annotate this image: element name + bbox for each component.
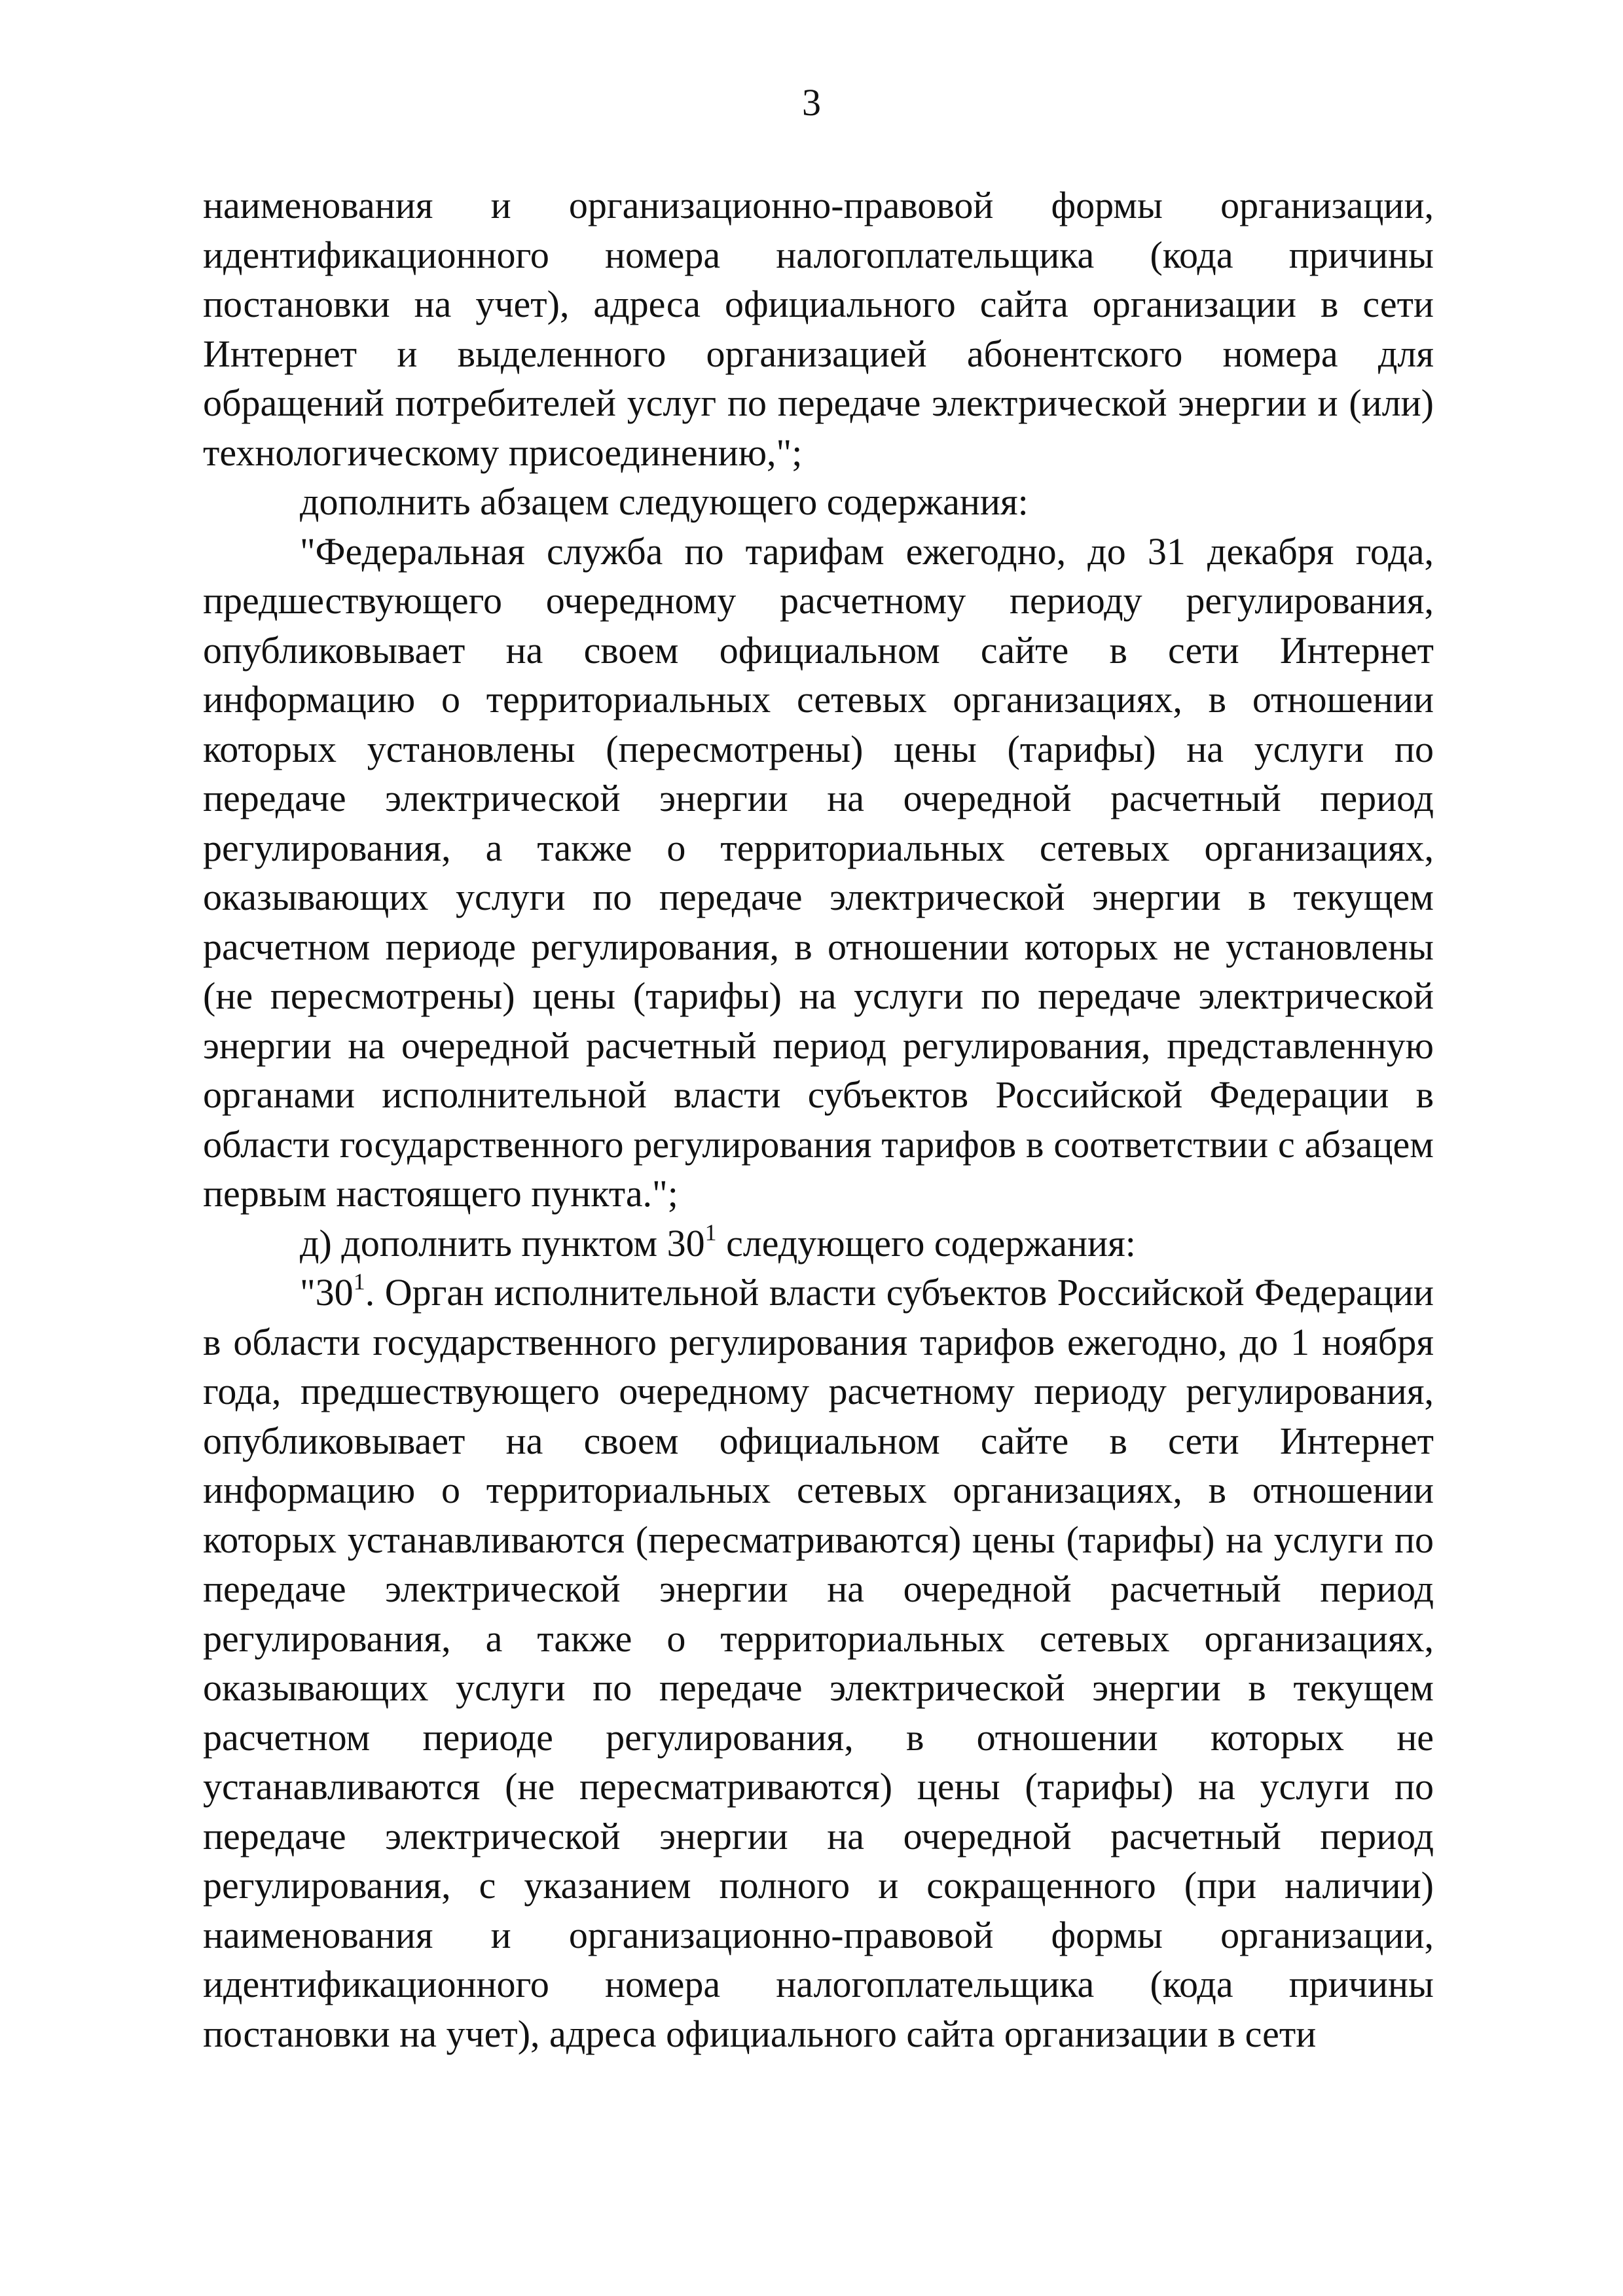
- document-body: [203, 181, 1434, 2058]
- paragraph-continuation: наименования и организационно-правовой формы организации, идентификационного номера налогоплательщика (кода причины постановки на учет), адреса официального сайта организации в сети Интернет и выделенного организацией абонентского номера для обращений потребителей услуг по передаче электрической энергии и (или) технологическому присоединению,";: [203, 184, 1434, 474]
- superscript-number: 1: [704, 1219, 717, 1246]
- paragraph-item-d-start: д) дополнить пунктом 30: [300, 1221, 705, 1265]
- paragraph-fst-publication: "Федеральная служба по тарифам ежегодно, до 31 декабря года, предшествующего очередному расчетному периоду регулирования, опубликовывает на своем официальном сайте в сети Интернет информацию о территориальных сетевых организациях, в отношении которых установлены (пересмотрены) цены (тарифы) на услуги по передаче электрической энергии на очередной расчетный период регулирования, а также о территориальных сетевых организациях, оказывающих услуги по передаче электрической энергии в текущем расчетном периоде регулирования, в отношении которых не установлены (не пересмотрены) цены (тарифы) на услуги по передаче электрической энергии на очередной расчетный период регулирования, представленную органами исполнительной власти субъектов Российской Федерации в области государственного регулирования тарифов в соответствии с абзацем первым настоящего пункта.";: [203, 529, 1434, 1215]
- paragraph-amendment-intro: дополнить абзацем следующего содержания:: [300, 480, 1029, 523]
- page-number: 3: [802, 81, 821, 124]
- clause-text: . Орган исполнительной власти субъектов Российской Федерации в области государственного регулирования тарифов ежегодно, до 1 ноября года, предшествующего очередному расчетному периоду регулирования, опубликовывает на своем официальном сайте в сети Интернет информацию о территориальных сетевых организациях, в отношении которых устанавливаются (пересматриваются) цены (тарифы) на услуги по передаче электрической энергии на очередной расчетный период регулирования, а также о территориальных сетевых организациях, оказывающих услуги по передаче электрической энергии в текущем расчетном периоде регулирования, в отношении которых не устанавливаются (не пересматриваются) цены (тарифы) на услуги по передаче электрической энергии на очередной расчетный период регулирования, с указанием полного и сокращенного (при наличии) наименования и организационно-правовой формы организации, идентификационного номера налогоплательщика (кода причины постановки на учет), адреса официального сайта организации в сети: [203, 1271, 1434, 2055]
- paragraph-item-d-end: следующего содержания:: [716, 1221, 1136, 1265]
- paragraph-clause-30-1: [203, 1268, 1434, 2058]
- clause-number-start: "30: [300, 1271, 354, 1314]
- superscript-number: 1: [353, 1268, 365, 1295]
- paragraph-item-d: [203, 1219, 1434, 1268]
